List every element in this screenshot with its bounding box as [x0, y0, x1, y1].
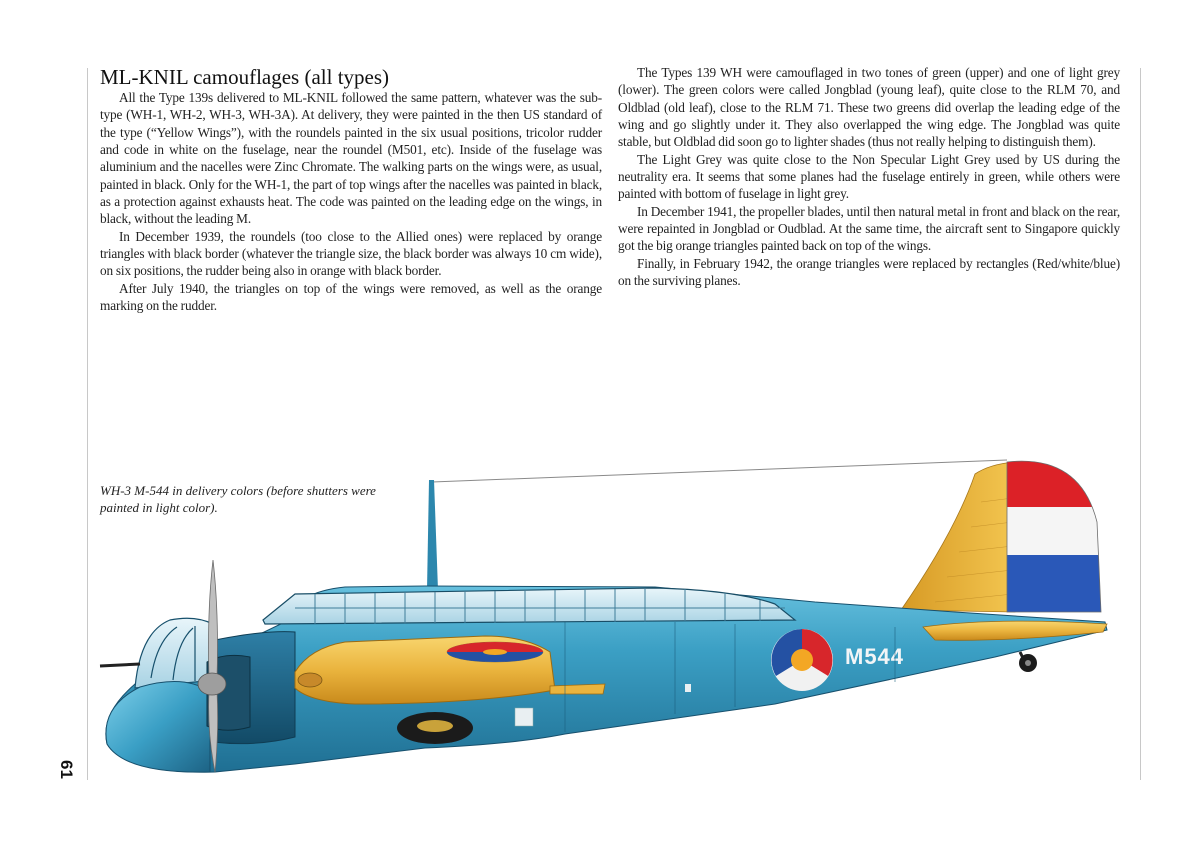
canopy: [263, 588, 795, 624]
antenna-mast: [427, 480, 438, 590]
nose-gun: [100, 664, 140, 666]
paragraph: All the Type 139s delivered to ML-KNIL followed the same pattern, whatever was the sub-type (WH-1, WH-2, WH-3, WH-3A). At delivery, they were painted in the then US standard of the type (“Yellow Wings”), with the roundels painted in the six usual positions, tricolor rudder and code in white on the fuselage, near the roundel (M501, etc). Inside of the fuselage was aluminium and the nacelles were Zinc Chromate. The walking parts on the wings were, as usual, painted in black. Only for the WH-1, the part of top wings after the nacelles was painted in black, as a protection against exhausts heat. The code was painted on the leading edge on the wings, in black, without the leading M.: [100, 90, 602, 227]
antenna-wire: [432, 460, 1007, 482]
right-text-column: [618, 64, 1120, 289]
rudder-tricolor: [1007, 452, 1107, 615]
page-number: 61: [57, 760, 76, 779]
section-heading: ML-KNIL camouflages (all types): [100, 65, 390, 89]
paragraph: Finally, in February 1942, the orange triangles were replaced by rectangles (Red/white/blue) on the surviving planes.: [618, 255, 1120, 289]
wing-roundel: [447, 642, 543, 662]
fuselage-roundel: [771, 629, 833, 691]
tail-fin: [901, 462, 1015, 612]
horizontal-stabilizer: [923, 621, 1107, 640]
paragraph: The Types 139 WH were camouflaged in two tones of green (upper) and one of light grey (lower). The green colors were called Jongblad (young leaf), quite close to the RLM 70, and Oldblad (old leaf), close to the RLM 71. These two greens did overlap the leading edge of the wing and go slightly under it. They also overlapped the wing edge. The Jongblad was quite stable, but Oldblad did soon go to lighter shades (thus not really helping to distinguish them).: [618, 65, 1120, 150]
fuselage-code: M544: [845, 644, 905, 669]
left-margin-rule: [87, 68, 88, 780]
aircraft-profile-illustration: [95, 452, 1120, 782]
left-text-column: [100, 64, 602, 314]
paragraph: After July 1940, the triangles on top of the wings were removed, as well as the orange marking on the rudder.: [100, 280, 602, 314]
right-margin-rule: [1140, 68, 1141, 780]
fuselage-hatch: [515, 708, 533, 726]
paragraph: In December 1941, the propeller blades, until then natural metal in front and black on the rear, were repainted in Jongblad or Oudblad. At the same time, the aircraft sent to Singapore quickly got the big orange triangles painted back on top of the wings.: [618, 203, 1120, 254]
paragraph: The Light Grey was quite close to the Non Specular Light Grey used by US during the neutrality era. It seems that some planes had the fuselage entirely in green, while others were painted with bottom of fuselage in light grey.: [618, 151, 1120, 202]
nose-dome: [106, 682, 210, 773]
figure-caption: WH-3 M-544 in delivery colors (before shutters were painted in light color).: [100, 483, 376, 515]
paragraph: In December 1939, the roundels (too close to the Allied ones) were replaced by orange triangles with black border (whatever the triangle size, the black border was always 10 cm wide), on six positions, the rudder being also in orange with black border.: [100, 228, 602, 279]
